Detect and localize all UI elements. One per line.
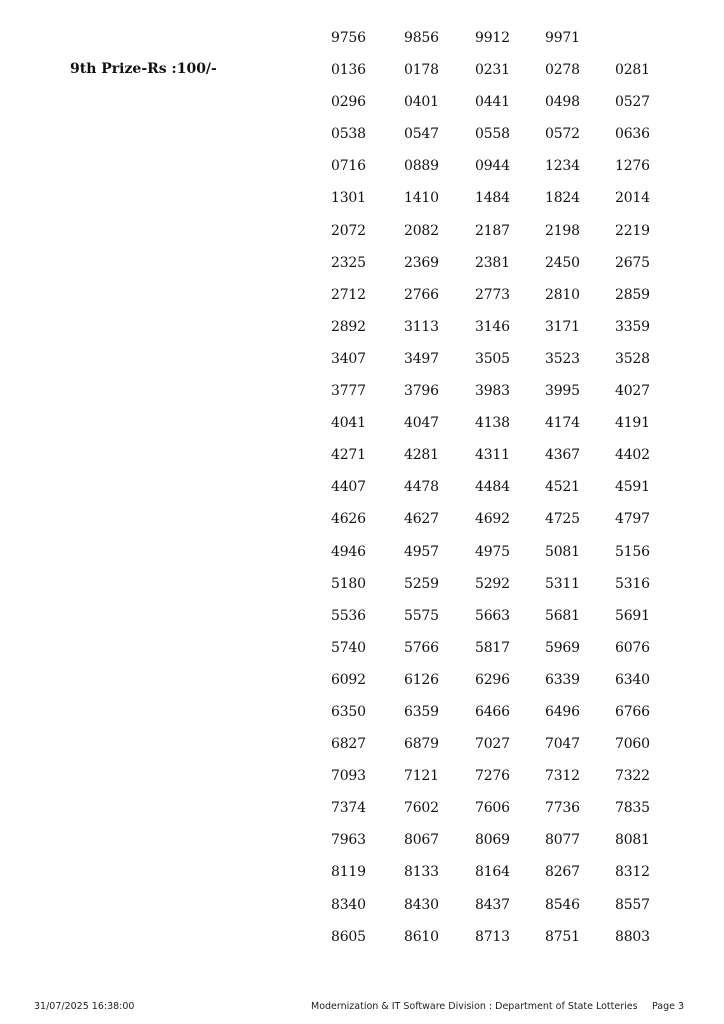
winning-number: 3528	[615, 350, 650, 367]
winning-number: 7835	[615, 800, 650, 817]
winning-number: 0281	[615, 62, 650, 79]
number-row	[331, 253, 655, 285]
winning-number: 1484	[475, 190, 510, 207]
winning-number: 1276	[615, 158, 650, 175]
winning-number: 0136	[331, 62, 366, 79]
winning-number: 4521	[545, 479, 580, 496]
winning-number: 1301	[331, 190, 366, 207]
winning-number: 4797	[615, 511, 650, 528]
winning-number: 4478	[404, 479, 439, 496]
winning-number: 2450	[545, 254, 580, 271]
winning-number: 7606	[475, 800, 510, 817]
winning-number: 6350	[331, 703, 366, 720]
winning-number: 8077	[545, 832, 580, 849]
winning-number: 2198	[545, 222, 580, 239]
winning-number: 6827	[331, 736, 366, 753]
number-row	[331, 156, 655, 188]
winning-number: 5817	[475, 639, 510, 656]
winning-number: 5259	[404, 575, 439, 592]
winning-number: 3505	[475, 350, 510, 367]
winning-number: 0527	[615, 94, 650, 111]
winning-number: 3359	[615, 318, 650, 335]
winning-number: 3497	[404, 350, 439, 367]
winning-number: 0441	[475, 94, 510, 111]
winning-number: 4957	[404, 543, 439, 560]
winning-number: 9856	[404, 30, 439, 46]
winning-number: 3113	[404, 318, 439, 335]
winning-number: 4367	[545, 447, 580, 464]
number-row	[331, 895, 655, 927]
number-row	[331, 349, 655, 381]
winning-number: 6126	[404, 671, 439, 688]
footer-page-number: Page 3	[652, 1001, 685, 1012]
winning-number: 6339	[545, 671, 580, 688]
number-row	[331, 381, 655, 413]
winning-number: 4627	[404, 511, 439, 528]
number-row	[331, 509, 655, 541]
winning-number: 7374	[331, 800, 366, 817]
winning-number: 8713	[475, 928, 510, 945]
winning-number: 4725	[545, 511, 580, 528]
winning-number: 6766	[615, 703, 650, 720]
winning-number: 3796	[404, 383, 439, 400]
winning-number: 2810	[545, 286, 580, 303]
winning-number: 4191	[615, 415, 650, 432]
winning-number: 4047	[404, 415, 439, 432]
winning-number: 7121	[404, 768, 439, 785]
winning-number: 4041	[331, 415, 366, 432]
winning-number: 0278	[545, 62, 580, 79]
winning-number: 2187	[475, 222, 510, 239]
winning-number: 5316	[615, 575, 650, 592]
winning-number: 3171	[545, 318, 580, 335]
winning-number: 4271	[331, 447, 366, 464]
winning-number: 4946	[331, 543, 366, 560]
winning-numbers-table	[331, 28, 655, 959]
winning-number: 8267	[545, 864, 580, 881]
winning-number: 7093	[331, 768, 366, 785]
winning-number: 4402	[615, 447, 650, 464]
winning-number: 8164	[475, 864, 510, 881]
winning-number: 0636	[615, 126, 650, 143]
winning-number: 5740	[331, 639, 366, 656]
winning-number: 0538	[331, 126, 366, 143]
winning-number: 7276	[475, 768, 510, 785]
winning-number: 6879	[404, 736, 439, 753]
winning-number: 4138	[475, 415, 510, 432]
winning-number: 1824	[545, 190, 580, 207]
winning-number: 0716	[331, 158, 366, 175]
winning-number: 5663	[475, 607, 510, 624]
winning-number: 6296	[475, 671, 510, 688]
winning-number: 4484	[475, 479, 510, 496]
number-row	[331, 638, 655, 670]
number-row	[331, 413, 655, 445]
winning-number: 8430	[404, 896, 439, 913]
winning-number: 4174	[545, 415, 580, 432]
winning-number: 5575	[404, 607, 439, 624]
winning-number: 5691	[615, 607, 650, 624]
winning-number: 2859	[615, 286, 650, 303]
number-row	[331, 766, 655, 798]
winning-number: 3983	[475, 383, 510, 400]
winning-number: 8437	[475, 896, 510, 913]
winning-number: 8751	[545, 928, 580, 945]
winning-number: 5081	[545, 543, 580, 560]
prize-label: 9th Prize-Rs :100/-	[70, 61, 217, 77]
number-row	[331, 734, 655, 766]
winning-number: 5969	[545, 639, 580, 656]
winning-number: 3407	[331, 350, 366, 367]
number-row	[331, 92, 655, 124]
winning-number: 0889	[404, 158, 439, 175]
number-row	[331, 60, 655, 92]
winning-number: 8119	[331, 864, 366, 881]
winning-number: 4591	[615, 479, 650, 496]
winning-number: 2082	[404, 222, 439, 239]
winning-number: 2773	[475, 286, 510, 303]
winning-number: 6359	[404, 703, 439, 720]
winning-number: 4407	[331, 479, 366, 496]
winning-number: 2766	[404, 286, 439, 303]
winning-number: 4626	[331, 511, 366, 528]
number-row	[331, 124, 655, 156]
winning-number: 7312	[545, 768, 580, 785]
winning-number: 8069	[475, 832, 510, 849]
winning-number: 3995	[545, 383, 580, 400]
winning-number: 5156	[615, 543, 650, 560]
winning-number: 0231	[475, 62, 510, 79]
winning-number: 7322	[615, 768, 650, 785]
winning-number: 2712	[331, 286, 366, 303]
winning-number: 8133	[404, 864, 439, 881]
winning-number: 7736	[545, 800, 580, 817]
winning-number: 9912	[475, 30, 510, 46]
footer-division: Modernization & IT Software Division : Department of State Lotteries	[311, 1001, 638, 1012]
winning-number: 0944	[475, 158, 510, 175]
winning-number: 5180	[331, 575, 366, 592]
number-row	[331, 927, 655, 959]
winning-number: 7602	[404, 800, 439, 817]
winning-number: 0558	[475, 126, 510, 143]
winning-number: 4281	[404, 447, 439, 464]
winning-number: 8340	[331, 896, 366, 913]
number-row	[331, 606, 655, 638]
winning-number: 1410	[404, 190, 439, 207]
number-row	[331, 862, 655, 894]
winning-number: 8312	[615, 864, 650, 881]
winning-number: 5311	[545, 575, 580, 592]
winning-number: 8605	[331, 928, 366, 945]
number-row	[331, 542, 655, 574]
winning-number: 8557	[615, 896, 650, 913]
winning-number: 5681	[545, 607, 580, 624]
winning-number: 2219	[615, 222, 650, 239]
footer-timestamp: 31/07/2025 16:38:00	[34, 1001, 135, 1012]
winning-number: 4975	[475, 543, 510, 560]
winning-number: 6496	[545, 703, 580, 720]
winning-number: 5536	[331, 607, 366, 624]
winning-number: 8546	[545, 896, 580, 913]
winning-number: 4027	[615, 383, 650, 400]
winning-number: 0401	[404, 94, 439, 111]
winning-number: 7963	[331, 832, 366, 849]
winning-number: 6092	[331, 671, 366, 688]
number-row	[331, 670, 655, 702]
winning-number: 0178	[404, 62, 439, 79]
number-row	[331, 574, 655, 606]
winning-number: 8610	[404, 928, 439, 945]
winning-number: 2014	[615, 190, 650, 207]
winning-number: 0296	[331, 94, 366, 111]
winning-number: 2381	[475, 254, 510, 271]
winning-number: 7027	[475, 736, 510, 753]
number-row	[331, 702, 655, 734]
number-row	[331, 285, 655, 317]
number-row	[331, 477, 655, 509]
winning-number: 2675	[615, 254, 650, 271]
winning-number: 9756	[331, 30, 366, 46]
winning-number: 0498	[545, 94, 580, 111]
winning-number: 0572	[545, 126, 580, 143]
number-row	[331, 830, 655, 862]
winning-number: 6340	[615, 671, 650, 688]
winning-number: 8067	[404, 832, 439, 849]
winning-number: 2325	[331, 254, 366, 271]
winning-number: 8081	[615, 832, 650, 849]
winning-number: 3777	[331, 383, 366, 400]
winning-number: 8803	[615, 928, 650, 945]
winning-number: 2369	[404, 254, 439, 271]
number-row	[331, 445, 655, 477]
winning-number: 1234	[545, 158, 580, 175]
winning-number: 7060	[615, 736, 650, 753]
number-row	[331, 28, 655, 60]
winning-number: 9971	[545, 30, 580, 46]
winning-number: 6076	[615, 639, 650, 656]
winning-number: 7047	[545, 736, 580, 753]
winning-number: 5766	[404, 639, 439, 656]
number-row	[331, 188, 655, 220]
number-row	[331, 317, 655, 349]
winning-number: 5292	[475, 575, 510, 592]
winning-number: 4311	[475, 447, 510, 464]
winning-number: 6466	[475, 703, 510, 720]
winning-number: 4692	[475, 511, 510, 528]
winning-number: 3523	[545, 350, 580, 367]
number-row	[331, 798, 655, 830]
winning-number: 2892	[331, 318, 366, 335]
winning-number: 3146	[475, 318, 510, 335]
number-row	[331, 221, 655, 253]
winning-number: 2072	[331, 222, 366, 239]
winning-number: 0547	[404, 126, 439, 143]
